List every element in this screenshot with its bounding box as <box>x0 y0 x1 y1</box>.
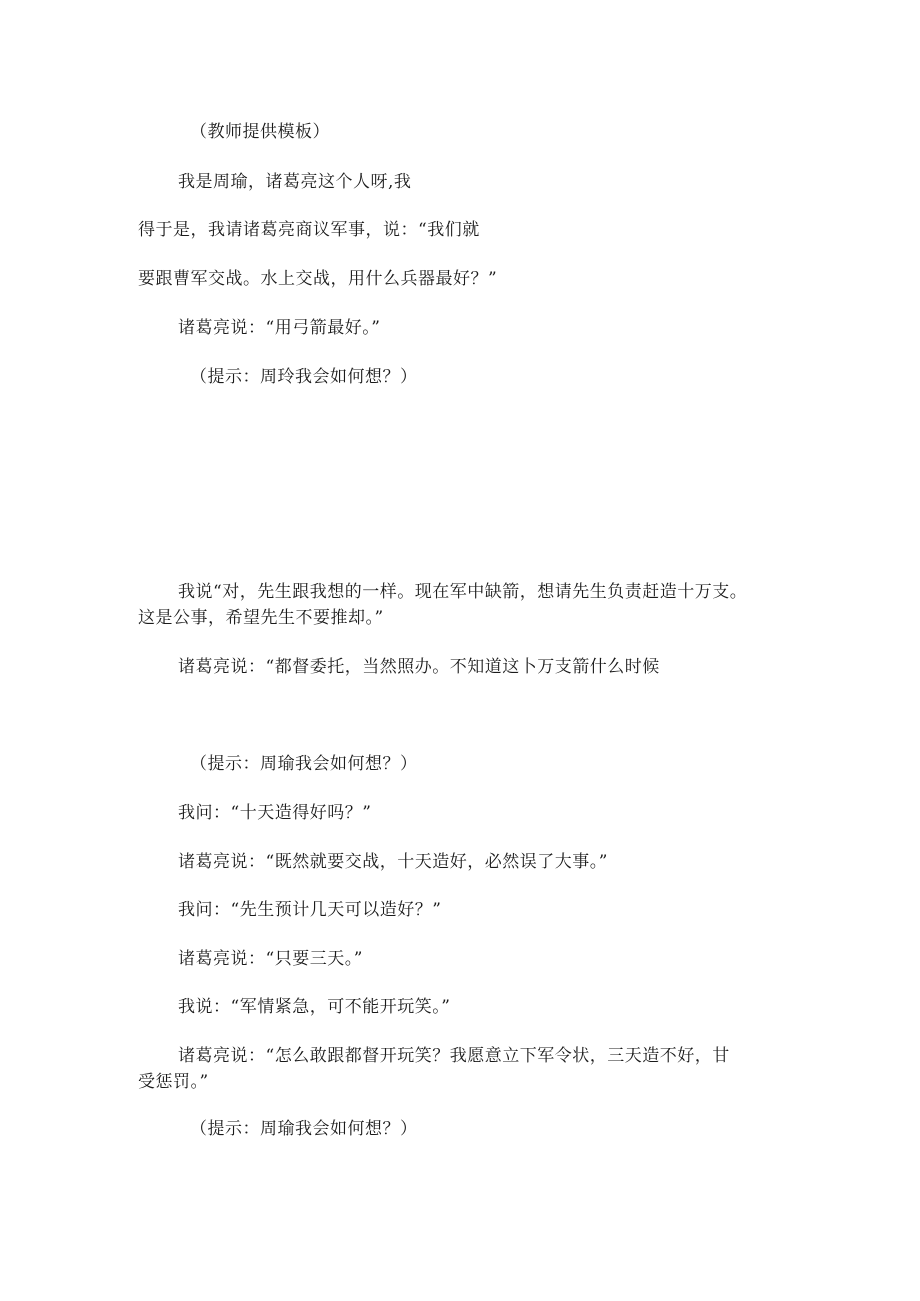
paragraph-line: 诸葛亮说：“用弓箭最好。” <box>178 318 381 338</box>
hint-line: （提示：周瑜我会如何想？） <box>190 754 418 774</box>
paragraph-line: 我说：“军情紧急，可不能开玩笑。” <box>178 997 451 1017</box>
paragraph-line: 我问：“十天造得好吗？” <box>178 803 372 823</box>
paragraph-line: 这是公事，希望先生不要推却。” <box>138 608 384 628</box>
hint-line: （提示：周瑜我会如何想？） <box>190 1119 418 1139</box>
paragraph-line: 我说“对，先生跟我想的一样。现在军中缺箭，想请先生负责赶造十万支。 <box>178 582 748 602</box>
paragraph-line: 我是周瑜，诸葛亮这个人呀,我 <box>178 172 412 192</box>
hint-line: （提示：周玲我会如何想？） <box>190 367 418 387</box>
paragraph-line: 诸葛亮说：“只要三天。” <box>178 949 363 969</box>
paragraph-line: 诸葛亮说：“都督委托，当然照办。不知道这卜万支箭什么时候 <box>178 657 660 677</box>
paragraph-line: 得于是，我请诸葛亮商议军事，说：“我们就 <box>138 220 480 240</box>
paragraph-line: 我问：“先生预计几天可以造好？” <box>178 900 442 920</box>
paragraph-line: 受惩罚。” <box>138 1072 209 1092</box>
paragraph-line: 要跟曹军交战。水上交战，用什么兵器最好？” <box>138 269 498 289</box>
paragraph-line: 诸葛亮说：“既然就要交战，十天造好，必然误了大事。” <box>178 852 608 872</box>
paragraph-line: 诸葛亮说：“怎么敢跟都督开玩笑？我愿意立下军令状，三天造不好，甘 <box>178 1046 730 1066</box>
template-note: （教师提供模板） <box>190 122 330 142</box>
